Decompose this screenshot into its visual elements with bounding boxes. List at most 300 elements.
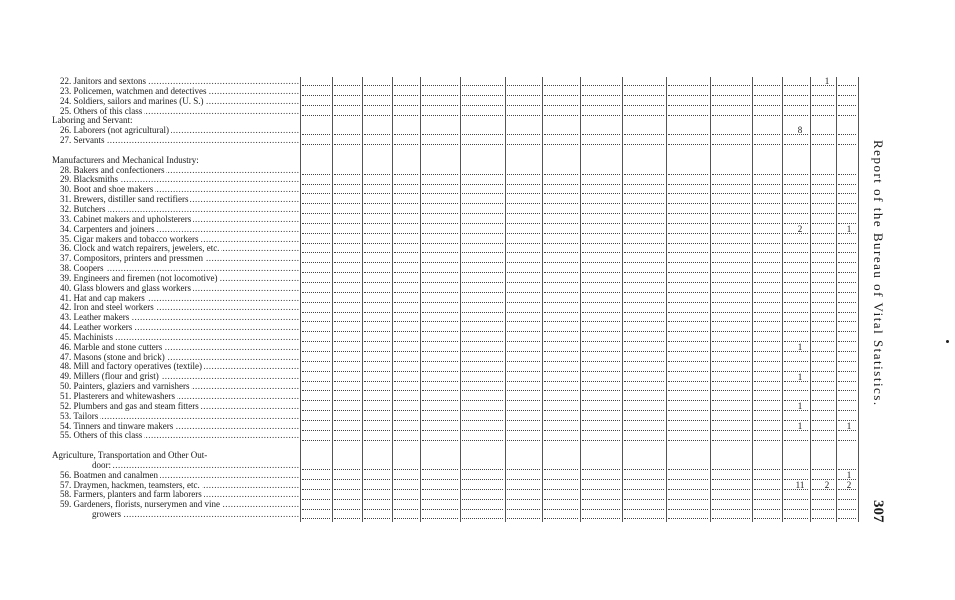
cell-leader (507, 252, 540, 253)
cell-leader (507, 233, 540, 234)
occupation-row (52, 353, 300, 363)
cell-leader (422, 184, 458, 185)
cell-leader (812, 193, 834, 194)
cell-leader (334, 321, 360, 322)
cell-leader (364, 243, 390, 244)
cell-leader (812, 302, 834, 303)
column-rule (782, 77, 783, 522)
cell-leader (544, 331, 578, 332)
occupation-label: 41. Hat and cap makers (52, 294, 147, 303)
cell-leader (462, 252, 503, 253)
cell-leader (544, 262, 578, 263)
cell-leader (302, 361, 330, 362)
cell-leader (544, 174, 578, 175)
cell-leader (812, 440, 834, 441)
cell-leader (394, 321, 418, 322)
column-rule (420, 77, 421, 522)
occupation-row (52, 195, 300, 205)
cell-leader (462, 144, 503, 145)
cell-leader (302, 499, 330, 500)
cell-leader (812, 174, 834, 175)
cell-leader (784, 115, 808, 116)
cell-leader (784, 331, 808, 332)
cell-leader (507, 420, 540, 421)
cell-leader (364, 489, 390, 490)
cell-leader (624, 331, 664, 332)
cell-leader (754, 430, 780, 431)
cell-leader (668, 371, 708, 372)
cell-leader (422, 134, 458, 135)
cell-leader (754, 420, 780, 421)
cell-leader (364, 262, 390, 263)
occupation-labels (52, 77, 300, 520)
cell-leader (582, 469, 620, 470)
cell-leader (462, 341, 503, 342)
cell-leader (334, 144, 360, 145)
cell-leader (507, 489, 540, 490)
cell-leader (624, 193, 664, 194)
cell-leader (712, 243, 750, 244)
cell-leader (754, 252, 780, 253)
cell-leader (302, 292, 330, 293)
cell-leader (754, 509, 780, 510)
cell-leader (624, 420, 664, 421)
cell-leader (668, 213, 708, 214)
cell-leader (334, 302, 360, 303)
cell-leader (302, 469, 330, 470)
cell-leader (394, 489, 418, 490)
cell-leader (754, 469, 780, 470)
cell-leader (838, 174, 856, 175)
cell-leader (462, 420, 503, 421)
occupation-row (52, 284, 300, 294)
cell-leader (507, 243, 540, 244)
cell-leader (812, 213, 834, 214)
cell-leader (334, 390, 360, 391)
occupation-label: 23. Policemen, watchmen and detectives (52, 87, 208, 96)
cell-leader (712, 105, 750, 106)
cell-leader (364, 115, 390, 116)
cell-value: 1 (797, 420, 803, 431)
cell-leader (784, 95, 808, 96)
cell-leader (754, 292, 780, 293)
cell-leader (364, 331, 390, 332)
cell-leader (544, 193, 578, 194)
cell-leader (838, 252, 856, 253)
cell-leader (302, 489, 330, 490)
occupation-label: 25. Others of this class (52, 107, 144, 116)
cell-leader (544, 390, 578, 391)
cell-leader (422, 351, 458, 352)
cell-leader (422, 331, 458, 332)
cell-leader (302, 351, 330, 352)
cell-leader (422, 420, 458, 421)
cell-leader (334, 351, 360, 352)
cell-leader (544, 400, 578, 401)
cell-leader (838, 302, 856, 303)
cell-leader (582, 95, 620, 96)
cell-leader (784, 85, 808, 86)
cell-leader (812, 272, 834, 273)
cell-leader (838, 85, 856, 86)
cell-leader (712, 400, 750, 401)
cell-leader (394, 302, 418, 303)
cell-leader (334, 223, 360, 224)
cell-leader (364, 321, 390, 322)
cell-leader (544, 351, 578, 352)
cell-leader (624, 272, 664, 273)
occupation-row (52, 87, 300, 97)
cell-leader (582, 361, 620, 362)
cell-leader (364, 252, 390, 253)
cell-leader (812, 430, 834, 431)
cell-leader (302, 213, 330, 214)
cell-leader (754, 184, 780, 185)
occupation-row (52, 175, 300, 185)
cell-leader (582, 262, 620, 263)
cell-leader (544, 440, 578, 441)
cell-leader (364, 272, 390, 273)
cell-leader (754, 193, 780, 194)
cell-leader (507, 105, 540, 106)
occupation-row (52, 461, 300, 471)
cell-leader (754, 174, 780, 175)
cell-leader (754, 410, 780, 411)
occupation-row (52, 303, 300, 313)
cell-leader (668, 223, 708, 224)
cell-leader (507, 144, 540, 145)
cell-leader (812, 469, 834, 470)
cell-leader (784, 292, 808, 293)
cell-leader (544, 321, 578, 322)
cell-leader (422, 105, 458, 106)
cell-leader (784, 312, 808, 313)
cell-leader (364, 509, 390, 510)
cell-leader (507, 400, 540, 401)
cell-leader (422, 223, 458, 224)
cell-leader (812, 509, 834, 510)
cell-leader (754, 115, 780, 116)
cell-leader (784, 105, 808, 106)
cell-leader (712, 371, 750, 372)
occupation-label: 59. Gardeners, florists, nurserymen and vine (52, 500, 222, 509)
cell-leader (582, 312, 620, 313)
occupation-row (52, 471, 300, 481)
cell-leader (624, 469, 664, 470)
cell-leader (364, 341, 390, 342)
cell-leader (334, 430, 360, 431)
cell-leader (784, 272, 808, 273)
cell-leader (544, 252, 578, 253)
cell-leader (462, 282, 503, 283)
cell-leader (422, 371, 458, 372)
cell-leader (394, 410, 418, 411)
cell-leader (582, 252, 620, 253)
cell-leader (712, 381, 750, 382)
cell-leader (812, 312, 834, 313)
cell-leader (712, 390, 750, 391)
cell-leader (507, 312, 540, 313)
cell-leader (302, 321, 330, 322)
cell-leader (302, 252, 330, 253)
cell-leader (582, 390, 620, 391)
cell-leader (507, 381, 540, 382)
cell-leader (754, 371, 780, 372)
cell-leader (712, 233, 750, 234)
cell-leader (364, 420, 390, 421)
occupation-row (52, 185, 300, 195)
cell-leader (582, 292, 620, 293)
cell-value: 1 (824, 76, 830, 86)
cell-leader (754, 203, 780, 204)
cell-leader (624, 174, 664, 175)
cell-leader (507, 262, 540, 263)
cell-leader (582, 331, 620, 332)
cell-leader (462, 95, 503, 96)
cell-leader (302, 223, 330, 224)
occupation-label: 43. Leather makers (52, 313, 131, 322)
cell-leader (754, 390, 780, 391)
cell-leader (838, 95, 856, 96)
cell-leader (507, 430, 540, 431)
cell-leader (394, 341, 418, 342)
cell-leader (838, 282, 856, 283)
cell-leader (364, 400, 390, 401)
occupation-row (52, 481, 300, 491)
occupation-label (52, 146, 54, 155)
cell-leader (544, 134, 578, 135)
cell-leader (507, 331, 540, 332)
cell-leader (812, 115, 834, 116)
cell-leader (462, 489, 503, 490)
cell-leader (462, 440, 503, 441)
column-rule (362, 77, 363, 522)
cell-leader (364, 381, 390, 382)
cell-leader (812, 282, 834, 283)
cell-value: 1 (846, 223, 852, 234)
cell-leader (668, 262, 708, 263)
cell-leader (668, 341, 708, 342)
cell-leader (668, 321, 708, 322)
cell-leader (754, 134, 780, 135)
cell-leader (334, 174, 360, 175)
cell-leader (668, 174, 708, 175)
cell-leader (812, 518, 834, 519)
cell-leader (754, 400, 780, 401)
cell-leader (334, 262, 360, 263)
cell-leader (544, 499, 578, 500)
cell-leader (507, 440, 540, 441)
cell-leader (394, 518, 418, 519)
cell-leader (302, 144, 330, 145)
cell-leader (302, 302, 330, 303)
cell-leader (462, 233, 503, 234)
occupation-row (52, 510, 300, 520)
cell-leader (544, 105, 578, 106)
cell-leader (712, 184, 750, 185)
cell-leader (784, 243, 808, 244)
cell-leader (582, 115, 620, 116)
cell-leader (812, 252, 834, 253)
cell-leader (754, 331, 780, 332)
cell-leader (712, 193, 750, 194)
occupation-row (52, 412, 300, 422)
cell-leader (422, 302, 458, 303)
cell-leader (364, 144, 390, 145)
column-rule (810, 77, 811, 522)
cell-leader (364, 213, 390, 214)
cell-leader (462, 174, 503, 175)
occupation-row (52, 431, 300, 441)
cell-leader (582, 509, 620, 510)
cell-leader (507, 203, 540, 204)
cell-leader (364, 430, 390, 431)
cell-leader (507, 509, 540, 510)
cell-leader (838, 144, 856, 145)
cell-leader (334, 410, 360, 411)
cell-leader (754, 361, 780, 362)
occupation-row (52, 313, 300, 323)
cell-leader (838, 203, 856, 204)
section-heading (52, 156, 300, 166)
cell-leader (754, 95, 780, 96)
cell-leader (302, 282, 330, 283)
cell-leader (302, 115, 330, 116)
cell-leader (334, 272, 360, 273)
occupation-row (52, 372, 300, 382)
occupation-label: door: (52, 461, 113, 470)
cell-leader (334, 134, 360, 135)
cell-leader (754, 233, 780, 234)
cell-leader (544, 115, 578, 116)
cell-leader (838, 312, 856, 313)
cell-leader (394, 243, 418, 244)
cell-leader (624, 381, 664, 382)
cell-leader (302, 410, 330, 411)
cell-leader (364, 134, 390, 135)
cell-leader (754, 262, 780, 263)
column-rule (392, 77, 393, 522)
cell-leader (394, 282, 418, 283)
cell-leader (668, 184, 708, 185)
cell-leader (712, 410, 750, 411)
cell-leader (624, 292, 664, 293)
cell-leader (668, 390, 708, 391)
cell-leader (394, 174, 418, 175)
cell-leader (302, 203, 330, 204)
cell-value: 1 (797, 371, 803, 382)
cell-leader (668, 193, 708, 194)
cell-leader (838, 243, 856, 244)
cell-leader (668, 292, 708, 293)
occupation-row (52, 333, 300, 343)
cell-leader (624, 134, 664, 135)
cell-leader (507, 282, 540, 283)
occupation-label: 52. Plumbers and gas and steam fitters (52, 402, 201, 411)
cell-leader (668, 469, 708, 470)
cell-leader (302, 331, 330, 332)
occupation-label: Agriculture, Transportation and Other Out- (52, 451, 208, 461)
cell-leader (334, 479, 360, 480)
occupation-label: 56. Boatmen and canalmen (52, 471, 160, 480)
cell-leader (624, 479, 664, 480)
cell-leader (812, 321, 834, 322)
cell-leader (712, 321, 750, 322)
cell-leader (462, 223, 503, 224)
cell-leader (394, 203, 418, 204)
cell-leader (422, 213, 458, 214)
cell-leader (462, 331, 503, 332)
cell-leader (624, 184, 664, 185)
cell-leader (582, 341, 620, 342)
cell-leader (462, 312, 503, 313)
cell-leader (334, 341, 360, 342)
cell-leader (668, 410, 708, 411)
cell-leader (838, 115, 856, 116)
cell-value: 2 (797, 223, 803, 234)
cell-leader (462, 134, 503, 135)
occupation-label: 32. Butchers (52, 205, 108, 214)
cell-leader (302, 420, 330, 421)
occupation-row (52, 244, 300, 254)
occupation-label: Laboring and Servant: (52, 116, 133, 126)
cell-leader (668, 95, 708, 96)
cell-leader (334, 400, 360, 401)
occupation-row (52, 294, 300, 304)
cell-leader (582, 420, 620, 421)
cell-leader (334, 203, 360, 204)
cell-leader (712, 115, 750, 116)
cell-leader (462, 351, 503, 352)
cell-leader (422, 292, 458, 293)
cell-leader (582, 134, 620, 135)
cell-leader (334, 509, 360, 510)
occupation-label: 58. Farmers, planters and farm laborers (52, 490, 204, 499)
cell-leader (784, 193, 808, 194)
cell-leader (668, 479, 708, 480)
cell-leader (334, 420, 360, 421)
occupation-label: 51. Plasterers and whitewashers (52, 392, 177, 401)
cell-leader (462, 302, 503, 303)
cell-leader (712, 144, 750, 145)
cell-leader (394, 213, 418, 214)
occupation-row (52, 254, 300, 264)
cell-value: 11 (795, 479, 805, 490)
cell-leader (712, 262, 750, 263)
cell-leader (838, 184, 856, 185)
cell-leader (302, 430, 330, 431)
cell-leader (668, 499, 708, 500)
cell-leader (302, 479, 330, 480)
cell-leader (838, 213, 856, 214)
cell-leader (582, 243, 620, 244)
column-rule (752, 77, 753, 522)
cell-leader (624, 203, 664, 204)
cell-leader (462, 509, 503, 510)
occupation-label: 39. Engineers and firemen (not locomotive) (52, 274, 219, 283)
cell-leader (422, 410, 458, 411)
cell-leader (422, 115, 458, 116)
occupation-row (52, 146, 300, 156)
cell-leader (838, 272, 856, 273)
cell-leader (812, 390, 834, 391)
cell-leader (394, 469, 418, 470)
occupation-label: 49. Millers (flour and grist) (52, 372, 161, 381)
cell-leader (394, 292, 418, 293)
cell-leader (544, 381, 578, 382)
cell-leader (394, 272, 418, 273)
cell-leader (754, 440, 780, 441)
